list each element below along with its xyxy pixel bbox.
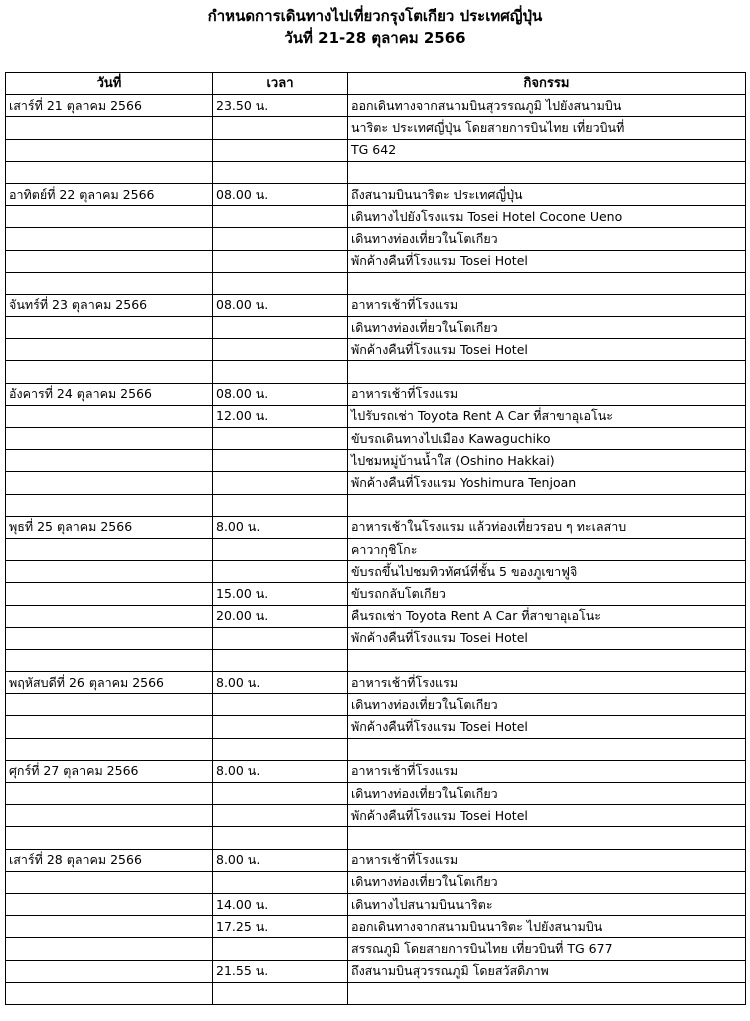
time-cell: 08.00 น. <box>213 383 348 405</box>
time-cell <box>213 827 348 849</box>
activity-cell: เดินทางไปยังโรงแรม Tosei Hotel Cocone Ueno <box>348 206 746 228</box>
time-cell: 8.00 น. <box>213 849 348 871</box>
date-cell <box>6 938 213 960</box>
activity-cell: พักค้างคืนที่โรงแรม Yoshimura Tenjoan <box>348 472 746 494</box>
activity-cell <box>348 161 746 183</box>
date-cell <box>6 783 213 805</box>
date-cell: พุธที่ 25 ตุลาคม 2566 <box>6 516 213 538</box>
activity-cell: สรรณภูมิ โดยสายการบินไทย เที่ยวบินที่ TG 677 <box>348 938 746 960</box>
date-cell <box>6 494 213 516</box>
table-row <box>6 916 746 938</box>
time-cell: 14.00 น. <box>213 893 348 915</box>
table-row <box>6 627 746 649</box>
activity-cell: คาวากุชิโกะ <box>348 538 746 560</box>
table-row <box>6 516 746 538</box>
table-row <box>6 538 746 560</box>
time-cell: 8.00 น. <box>213 516 348 538</box>
date-cell <box>6 428 213 450</box>
date-cell <box>6 583 213 605</box>
activity-cell <box>348 649 746 671</box>
time-cell <box>213 561 348 583</box>
table-row <box>6 827 746 849</box>
date-cell: ศุกร์ที่ 27 ตุลาคม 2566 <box>6 760 213 782</box>
date-cell <box>6 893 213 915</box>
table-row <box>6 139 746 161</box>
time-cell <box>213 649 348 671</box>
time-cell <box>213 627 348 649</box>
table-row <box>6 583 746 605</box>
table-row <box>6 494 746 516</box>
time-cell <box>213 494 348 516</box>
table-row <box>6 938 746 960</box>
activity-cell: ออกเดินทางจากสนามบินสุวรรณภูมิ ไปยังสนามบิน <box>348 95 746 117</box>
table-row <box>6 428 746 450</box>
activity-cell: เดินทางไปสนามบินนาริตะ <box>348 893 746 915</box>
table-row <box>6 95 746 117</box>
date-cell <box>6 117 213 139</box>
table-row <box>6 250 746 272</box>
table-row <box>6 716 746 738</box>
date-cell <box>6 538 213 560</box>
date-cell <box>6 827 213 849</box>
date-cell <box>6 228 213 250</box>
date-cell <box>6 605 213 627</box>
date-cell <box>6 472 213 494</box>
date-cell: จันทร์ที่ 23 ตุลาคม 2566 <box>6 294 213 316</box>
date-cell <box>6 317 213 339</box>
table-row <box>6 228 746 250</box>
table-row <box>6 317 746 339</box>
date-cell <box>6 871 213 893</box>
date-cell <box>6 716 213 738</box>
date-cell <box>6 405 213 427</box>
activity-cell: อาหารเช้าที่โรงแรม <box>348 294 746 316</box>
table-row <box>6 871 746 893</box>
time-cell <box>213 871 348 893</box>
activity-cell <box>348 494 746 516</box>
table-row <box>6 161 746 183</box>
activity-cell: พักค้างคืนที่โรงแรม Tosei Hotel <box>348 627 746 649</box>
activity-cell <box>348 738 746 760</box>
activity-cell: เดินทางท่องเที่ยวในโตเกียว <box>348 871 746 893</box>
time-cell: 08.00 น. <box>213 183 348 205</box>
table-row <box>6 783 746 805</box>
date-cell <box>6 361 213 383</box>
activity-cell: คืนรถเช่า Toyota Rent A Car ที่สาขาอุเอโนะ <box>348 605 746 627</box>
table-row <box>6 361 746 383</box>
time-cell <box>213 361 348 383</box>
time-cell <box>213 250 348 272</box>
time-cell: 08.00 น. <box>213 294 348 316</box>
time-cell: 20.00 น. <box>213 605 348 627</box>
table-row <box>6 339 746 361</box>
date-cell: อาทิตย์ที่ 22 ตุลาคม 2566 <box>6 183 213 205</box>
date-cell <box>6 250 213 272</box>
activity-cell: นาริตะ ประเทศญี่ปุ่น โดยสายการบินไทย เที่ยวบินที่ <box>348 117 746 139</box>
date-cell <box>6 139 213 161</box>
time-cell <box>213 716 348 738</box>
time-cell <box>213 428 348 450</box>
table-row <box>6 450 746 472</box>
time-cell <box>213 317 348 339</box>
table-row <box>6 605 746 627</box>
activity-cell: TG 642 <box>348 139 746 161</box>
time-cell <box>213 139 348 161</box>
table-row <box>6 760 746 782</box>
time-cell: 23.50 น. <box>213 95 348 117</box>
table-row <box>6 405 746 427</box>
activity-cell: ไปรับรถเช่า Toyota Rent A Car ที่สาขาอุเอโนะ <box>348 405 746 427</box>
table-row <box>6 805 746 827</box>
date-cell <box>6 916 213 938</box>
date-cell <box>6 694 213 716</box>
date-cell <box>6 161 213 183</box>
activity-cell: อาหารเช้าที่โรงแรม <box>348 672 746 694</box>
activity-cell: อาหารเช้าที่โรงแรม <box>348 383 746 405</box>
date-cell <box>6 339 213 361</box>
time-cell <box>213 228 348 250</box>
date-cell <box>6 805 213 827</box>
time-cell <box>213 117 348 139</box>
activity-cell: เดินทางท่องเที่ยวในโตเกียว <box>348 694 746 716</box>
time-cell: 12.00 น. <box>213 405 348 427</box>
activity-cell: ออกเดินทางจากสนามบินนาริตะ ไปยังสนามบิน <box>348 916 746 938</box>
date-cell: อังคารที่ 24 ตุลาคม 2566 <box>6 383 213 405</box>
activity-cell: ถึงสนามบินนาริตะ ประเทศญี่ปุ่น <box>348 183 746 205</box>
header-date: วันที่ <box>6 73 213 95</box>
activity-cell: อาหารเช้าในโรงแรม แล้วท่องเที่ยวรอบ ๆ ทะเลสาบ <box>348 516 746 538</box>
table-body <box>6 95 746 1005</box>
table-row <box>6 672 746 694</box>
table-row <box>6 206 746 228</box>
time-cell <box>213 472 348 494</box>
header-activity: กิจกรรม <box>348 73 746 95</box>
activity-cell: เดินทางท่องเที่ยวในโตเกียว <box>348 783 746 805</box>
activity-cell: พักค้างคืนที่โรงแรม Tosei Hotel <box>348 805 746 827</box>
time-cell <box>213 206 348 228</box>
activity-cell: ขับรถขึ้นไปชมทิวทัศน์ที่ชั้น 5 ของภูเขาฟูจิ <box>348 561 746 583</box>
table-row <box>6 694 746 716</box>
table-row <box>6 561 746 583</box>
table-row <box>6 960 746 982</box>
activity-cell <box>348 361 746 383</box>
header-time: เวลา <box>213 73 348 95</box>
table-row <box>6 893 746 915</box>
table-row <box>6 472 746 494</box>
time-cell: 15.00 น. <box>213 583 348 605</box>
table-row <box>6 982 746 1004</box>
document-subtitle: วันที่ 21-28 ตุลาคม 2566 <box>284 29 466 47</box>
table-row <box>6 383 746 405</box>
activity-cell: ขับรถกลับโตเกียว <box>348 583 746 605</box>
activity-cell: ไปชมหมู่บ้านน้ำใส (Oshino Hakkai) <box>348 450 746 472</box>
time-cell: 17.25 น. <box>213 916 348 938</box>
time-cell <box>213 938 348 960</box>
date-cell <box>6 272 213 294</box>
date-cell <box>6 738 213 760</box>
activity-cell <box>348 272 746 294</box>
activity-cell: พักค้างคืนที่โรงแรม Tosei Hotel <box>348 716 746 738</box>
table-row <box>6 738 746 760</box>
time-cell <box>213 272 348 294</box>
date-cell: เสาร์ที่ 28 ตุลาคม 2566 <box>6 849 213 871</box>
date-cell <box>6 627 213 649</box>
activity-cell: ถึงสนามบินสุวรรณภูมิ โดยสวัสดิภาพ <box>348 960 746 982</box>
date-cell <box>6 982 213 1004</box>
table-row <box>6 183 746 205</box>
time-cell <box>213 450 348 472</box>
table-row <box>6 272 746 294</box>
table-row <box>6 117 746 139</box>
time-cell <box>213 982 348 1004</box>
activity-cell <box>348 827 746 849</box>
activity-cell: เดินทางท่องเที่ยวในโตเกียว <box>348 317 746 339</box>
activity-cell: อาหารเช้าที่โรงแรม <box>348 760 746 782</box>
date-cell: เสาร์ที่ 21 ตุลาคม 2566 <box>6 95 213 117</box>
time-cell <box>213 783 348 805</box>
date-cell <box>6 649 213 671</box>
table-row <box>6 294 746 316</box>
time-cell <box>213 694 348 716</box>
activity-cell <box>348 982 746 1004</box>
time-cell: 21.55 น. <box>213 960 348 982</box>
table-header-row <box>6 73 746 95</box>
date-cell: พฤหัสบดีที่ 26 ตุลาคม 2566 <box>6 672 213 694</box>
table-row <box>6 649 746 671</box>
time-cell: 8.00 น. <box>213 672 348 694</box>
time-cell <box>213 738 348 760</box>
activity-cell: พักค้างคืนที่โรงแรม Tosei Hotel <box>348 250 746 272</box>
itinerary-table <box>5 72 746 1005</box>
time-cell <box>213 805 348 827</box>
time-cell: 8.00 น. <box>213 760 348 782</box>
table-row <box>6 849 746 871</box>
date-cell <box>6 450 213 472</box>
time-cell <box>213 339 348 361</box>
time-cell <box>213 538 348 560</box>
date-cell <box>6 206 213 228</box>
activity-cell: เดินทางท่องเที่ยวในโตเกียว <box>348 228 746 250</box>
activity-cell: ขับรถเดินทางไปเมือง Kawaguchiko <box>348 428 746 450</box>
date-cell <box>6 960 213 982</box>
time-cell <box>213 161 348 183</box>
date-cell <box>6 561 213 583</box>
activity-cell: อาหารเช้าที่โรงแรม <box>348 849 746 871</box>
activity-cell: พักค้างคืนที่โรงแรม Tosei Hotel <box>348 339 746 361</box>
document-title: กำหนดการเดินทางไปเที่ยวกรุงโตเกียว ประเทศญี่ปุ่น <box>207 7 543 25</box>
